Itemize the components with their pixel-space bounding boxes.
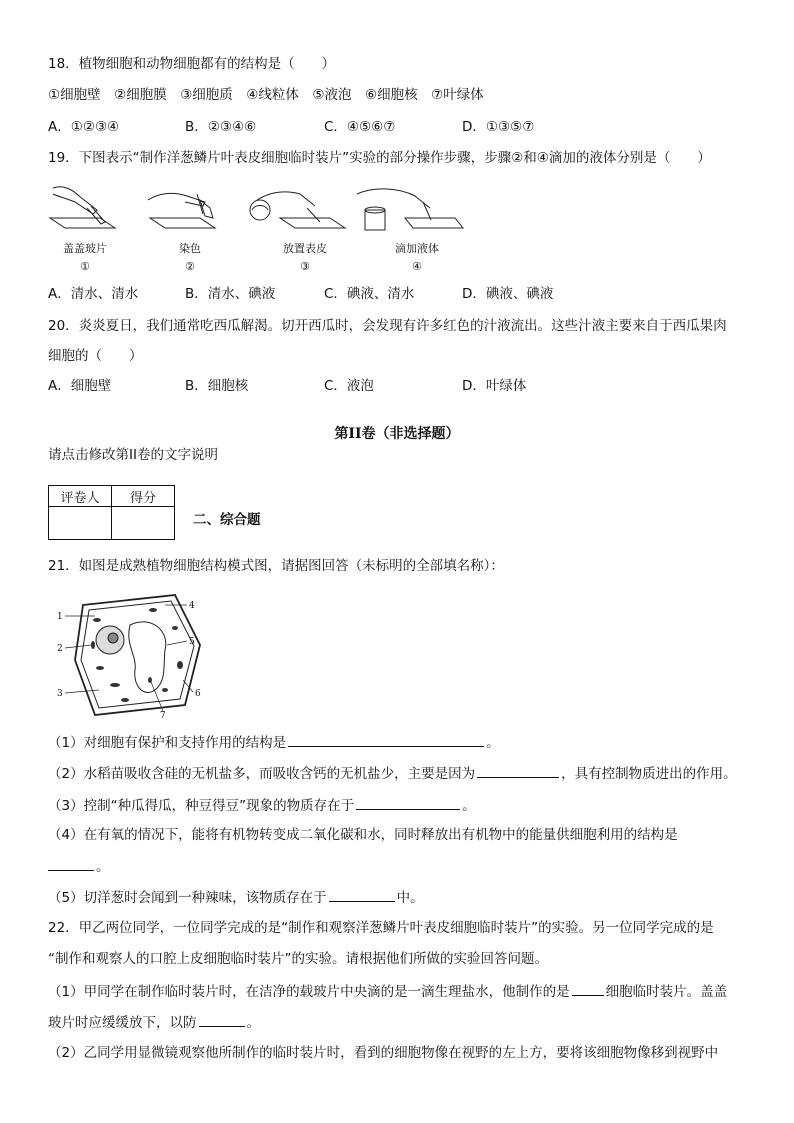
- grader-cell: [49, 507, 112, 540]
- q22-sub1: [48, 981, 727, 1002]
- cell-label-6: 6: [195, 689, 201, 699]
- step4-label: 滴加液体: [395, 242, 439, 255]
- q22-stem-line1: 22．甲乙两位同学，一位同学完成的是“制作和观察洋葱鳞片叶表皮细胞临时装片”的实验。另一位同学完成的是: [48, 920, 714, 936]
- grader-header: 评卷人: [49, 486, 112, 507]
- q18-stem: 18．植物细胞和动物细胞都有的结构是（ ）: [48, 56, 336, 72]
- q21-sub3-text: （3）控制“种瓜得瓜，种豆得豆”现象的物质存在于: [48, 798, 355, 814]
- cell-label-1: 1: [57, 612, 63, 622]
- q20-stem-line1: 20．炎炎夏日，我们通常吃西瓜解渴。切开西瓜时，会发现有许多红色的汁液流出。这些汁液主要来自于西瓜果肉: [48, 318, 727, 334]
- step3-label: 放置表皮: [283, 242, 327, 255]
- q21-sub1-text: （1）对细胞有保护和支持作用的结构是: [48, 735, 287, 751]
- q21-sub2-blank[interactable]: [477, 763, 559, 778]
- q22-stem-line2: “制作和观察人的口腔上皮细胞临时装片”的实验。请根据他们所做的实验回答问题。: [48, 951, 548, 967]
- q22-sub1-text3: 玻片时应缓缓放下，以防: [48, 1015, 197, 1031]
- step-staining-illustration: [148, 193, 215, 228]
- q20-option-b: B．细胞核: [185, 378, 249, 394]
- q22-sub1-blank1[interactable]: [572, 981, 604, 996]
- part2-note[interactable]: 请点击修改第II卷的文字说明: [48, 447, 218, 463]
- experiment-steps-figure: [45, 180, 465, 275]
- q21-sub3-blank[interactable]: [356, 795, 460, 810]
- q22-sub1-blank2[interactable]: [199, 1012, 245, 1027]
- q21-sub1-blank[interactable]: [288, 732, 484, 747]
- q19-option-b: B．清水、碘液: [185, 286, 276, 302]
- q20-stem-line2: 细胞的（ ）: [48, 348, 143, 364]
- q21-sub5-end: 中。: [396, 890, 424, 906]
- score-header: 得分: [112, 486, 175, 507]
- q18-items: ①细胞壁 ②细胞膜 ③细胞质 ④线粒体 ⑤液泡 ⑥细胞核 ⑦叶绿体: [48, 87, 484, 103]
- q18-option-b: B．②③④⑥: [185, 119, 257, 135]
- q18-option-c: C．④⑤⑥⑦: [324, 119, 396, 135]
- q21-sub1-end: 。: [486, 735, 500, 751]
- step-epidermis-illustration: [250, 192, 345, 228]
- step4-number: ④: [412, 260, 422, 273]
- score-cell: [112, 507, 175, 540]
- q20-option-c: C．液泡: [324, 378, 374, 394]
- step3-number: ③: [300, 260, 310, 273]
- q21-sub5-blank[interactable]: [329, 887, 395, 902]
- q21-sub5: [48, 887, 424, 908]
- q20-option-a: A．细胞壁: [48, 378, 112, 394]
- step2-number: ②: [185, 260, 195, 273]
- q19-option-c: C．碘液、清水: [324, 286, 415, 302]
- q20-option-d: D．叶绿体: [462, 378, 527, 394]
- cell-label-4: 4: [189, 601, 195, 611]
- q21-sub4-blank[interactable]: [48, 856, 94, 871]
- step2-label: 染色: [179, 242, 201, 255]
- q21-sub5-text: （5）切洋葱时会闻到一种辣味，该物质存在于: [48, 890, 327, 906]
- plant-cell-diagram: [55, 590, 215, 720]
- q21-sub1: [48, 732, 500, 753]
- q22-sub1-text2: 细胞临时装片。盖盖: [605, 984, 728, 1000]
- part2-title: 第II卷（非选择题）: [334, 426, 460, 442]
- section-heading: 二、综合题: [193, 512, 261, 528]
- q21-sub2: [48, 763, 737, 784]
- cell-label-3: 3: [57, 689, 63, 699]
- q19-stem: 19．下图表示“制作洋葱鳞片叶表皮细胞临时装片”实验的部分操作步骤，步骤②和④滴加的液体分别是（ ）: [48, 150, 711, 166]
- q22-sub1-text: （1）甲同学在制作临时装片时，在洁净的载玻片中央滴的是一滴生理盐水，他制作的是: [48, 984, 570, 1000]
- q21-stem: 21．如图是成熟植物细胞结构模式图，请据图回答（未标明的全部填名称）：: [48, 558, 504, 574]
- q21-sub3: [48, 795, 476, 816]
- q22-sub1-end: 。: [246, 1015, 260, 1031]
- q18-option-d: D．①③⑤⑦: [462, 119, 535, 135]
- q21-sub4-cont: [48, 856, 110, 877]
- q19-option-a: A．清水、清水: [48, 286, 139, 302]
- q22-sub2: （2）乙同学用显微镜观察他所制作的临时装片时，看到的细胞物像在视野的左上方，要将该细胞物像移到视野中: [48, 1045, 719, 1061]
- step1-number: ①: [80, 260, 90, 273]
- q21-sub2-text: （2）水稻苗吸收含硅的无机盐多，而吸收含钙的无机盐少，主要是因为: [48, 766, 476, 782]
- q22-sub1-cont: [48, 1012, 260, 1033]
- q18-option-a: A．①②③④: [48, 119, 120, 135]
- q21-sub2-end: ，具有控制物质进出的作用。: [561, 766, 737, 782]
- cell-label-7: 7: [160, 711, 166, 720]
- cell-label-2: 2: [57, 644, 63, 654]
- q21-sub4-end: 。: [96, 859, 110, 875]
- step1-label: 盖盖玻片: [63, 242, 107, 255]
- step-drop-liquid-illustration: [357, 189, 463, 230]
- cell-label-5: 5: [189, 637, 195, 647]
- step-cover-slip-illustration: [50, 187, 115, 228]
- grading-table: [48, 485, 175, 540]
- q21-sub4: （4）在有氧的情况下，能将有机物转变成二氧化碳和水，同时释放出有机物中的能量供细胞利用的结构是: [48, 827, 678, 843]
- q21-sub3-end: 。: [462, 798, 476, 814]
- q19-option-d: D．碘液、碘液: [462, 286, 554, 302]
